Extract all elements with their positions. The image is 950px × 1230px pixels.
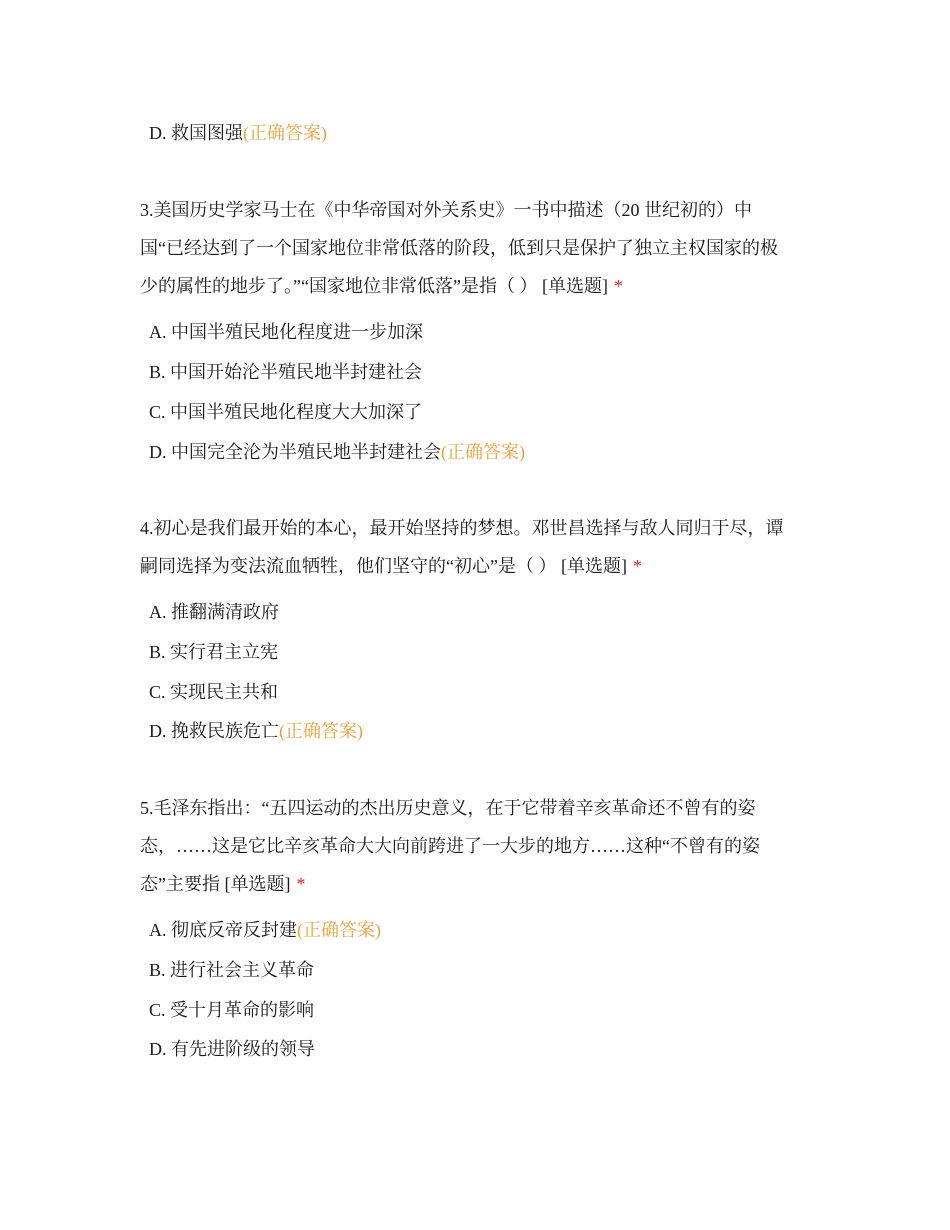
q5-option-a [149, 918, 381, 942]
q4-option-b: B. 实行君主立宪 [149, 642, 279, 662]
correct-answer-label: (正确答案) [243, 123, 327, 143]
question-text: 嗣同选择为变法流血牺牲，他们坚守的“初心”是（ ） [140, 556, 557, 576]
q4-option-c: C. 实现民主共和 [149, 682, 279, 702]
q4-option-a: A. 推翻满清政府 [149, 602, 279, 622]
q4-option-d [149, 719, 363, 743]
question-type-label: [单选题] [560, 556, 627, 576]
question-text-line [140, 274, 623, 298]
correct-answer-label: (正确答案) [441, 442, 525, 462]
correct-answer-label: (正确答案) [297, 920, 381, 940]
correct-answer-label: (正确答案) [279, 721, 363, 741]
q3-option-d [149, 440, 525, 464]
option-text: D. 救国图强 [149, 123, 243, 143]
question-text-line: 态，……这是它比辛亥革命大大向前跨进了一大步的地方……这种“不曾有的姿 [140, 836, 760, 856]
option-text: A. 彻底反帝反封建 [149, 920, 297, 940]
question-text-line [140, 554, 642, 578]
question-text-line: 4.初心是我们最开始的本心，最开始坚持的梦想。邓世昌选择与敌人同归于尽，谭 [140, 518, 784, 538]
question-text-line: 5.毛泽东指出：“五四运动的杰出历史意义，在于它带着辛亥革命还不曾有的姿 [140, 798, 756, 818]
q3-option-b: B. 中国开始沦半殖民地半封建社会 [149, 362, 423, 382]
required-mark: * [632, 556, 642, 576]
required-mark: * [613, 276, 623, 296]
question-text-line [140, 872, 306, 896]
question-text: 态”主要指 [140, 874, 220, 894]
question-type-label: [单选题] [224, 874, 291, 894]
q3-option-a: A. 中国半殖民地化程度进一步加深 [149, 322, 423, 342]
question-text-line: 3.美国历史学家马士在《中华帝国对外关系史》一书中描述（20 世纪初的）中 [140, 200, 752, 220]
question-text: 少的属性的地步了。”“国家地位非常低落”是指（ ） [140, 276, 538, 296]
option-text: D. 中国完全沦为半殖民地半封建社会 [149, 442, 441, 462]
q3-option-c: C. 中国半殖民地化程度大大加深了 [149, 402, 423, 422]
required-mark: * [296, 874, 306, 894]
q5-option-d: D. 有先进阶级的领导 [149, 1039, 315, 1059]
question-text-line: 国“已经达到了一个国家地位非常低落的阶段，低到只是保护了独立主权国家的极 [140, 238, 778, 258]
q5-option-b: B. 进行社会主义革命 [149, 960, 315, 980]
option-text: D. 挽救民族危亡 [149, 721, 279, 741]
question-type-label: [单选题] [541, 276, 608, 296]
q5-option-c: C. 受十月革命的影响 [149, 1000, 315, 1020]
q2-option-d [149, 121, 327, 145]
